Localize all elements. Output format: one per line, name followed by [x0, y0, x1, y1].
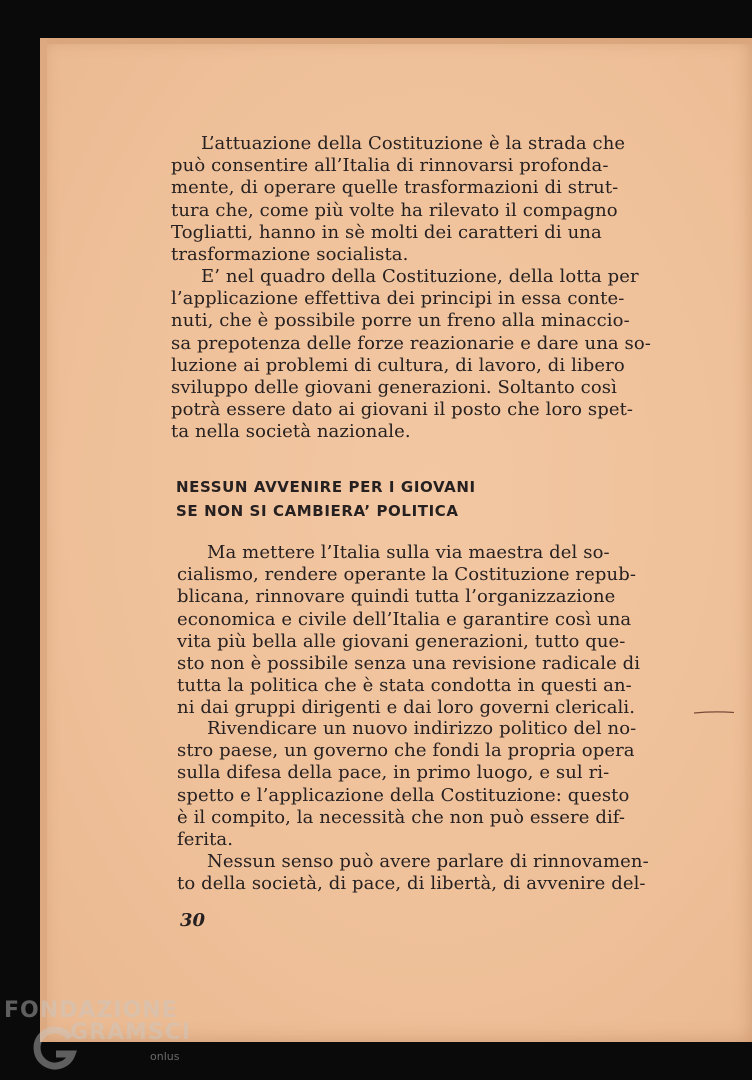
paragraph-5: [177, 851, 649, 895]
text-line: ni dai gruppi dirigenti e dai loro governi clericali.: [177, 697, 636, 719]
text-line: è il compito, la necessità che non può essere dif-: [177, 806, 626, 828]
text-line: sto non è possibile senza una revisione radicale di: [177, 652, 641, 674]
text-line: sa prepotenza delle forze reazionarie e dare una so-: [171, 332, 651, 354]
text-line: E’ nel quadro della Costituzione, della lotta per: [201, 266, 639, 287]
page-top-edge: [40, 38, 752, 44]
text-line: potrà essere dato ai giovani il posto che loro spet-: [171, 399, 634, 421]
text-line: tutta la politica che è stata condotta in questi an-: [177, 675, 632, 697]
paragraph-3: [177, 542, 640, 720]
text-line: tura che, come più volte ha rilevato il compagno: [171, 199, 618, 221]
text-line: trasformazione socialista.: [171, 243, 409, 265]
section-heading-line-1: NESSUN AVVENIRE PER I GIOVANI: [176, 478, 476, 496]
paragraph-4: [177, 718, 636, 851]
text-line: ta nella società nazionale.: [171, 421, 411, 443]
text-line: cialismo, rendere operante la Costituzione repub-: [177, 564, 637, 586]
text-line: ferita.: [177, 828, 234, 850]
text-line: nuti, che è possibile porre un freno alla minaccio-: [171, 310, 630, 332]
text-line: stro paese, un governo che fondi la propria opera: [177, 740, 635, 762]
text-line: L’attuazione della Costituzione è la strada che: [201, 133, 626, 154]
text-line: Togliatti, hanno in sè molti dei caratteri di una: [171, 221, 602, 243]
page-number: 30: [180, 910, 206, 931]
text-line: spetto e l’applicazione della Costituzione: questo: [177, 784, 630, 806]
text-line: to della società, di pace, di libertà, di avvenire del-: [177, 873, 646, 895]
paragraph-1: [171, 133, 625, 266]
text-line: sulla difesa della pace, in primo luogo, e sul ri-: [177, 762, 610, 784]
text-line: Rivendicare un nuovo indirizzo politico del no-: [207, 718, 637, 739]
text-line: luzione ai problemi di cultura, di lavoro, di libero: [171, 354, 625, 376]
text-line: Ma mettere l’Italia sulla via maestra del so-: [207, 542, 610, 563]
text-line: sviluppo delle giovani generazioni. Soltanto così: [171, 376, 617, 398]
section-heading-line-2: SE NON SI CAMBIERA’ POLITICA: [176, 502, 459, 520]
page-left-edge: [40, 38, 47, 1042]
text-line: economica e civile dell’Italia e garantire così una: [177, 608, 632, 630]
watermark-onlus: onlus: [150, 1050, 180, 1063]
paragraph-2: [171, 266, 651, 444]
text-line: vita più bella alle giovani generazioni, tutto que-: [177, 630, 626, 652]
text-line: blicana, rinnovare quindi tutta l’organizzazione: [177, 586, 616, 608]
text-line: può consentire all’Italia di rinnovarsi profonda-: [171, 155, 609, 177]
watermark-gramsci: GRAMSCI: [70, 1020, 192, 1045]
pencil-mark: [694, 711, 734, 714]
watermark-fondazione: FONDAZIONE: [4, 998, 178, 1023]
text-line: mente, di operare quelle trasformazioni di strut-: [171, 177, 619, 199]
text-line: Nessun senso può avere parlare di rinnovamen-: [207, 851, 649, 872]
text-line: l’applicazione effettiva dei principi in essa conte-: [171, 288, 625, 310]
